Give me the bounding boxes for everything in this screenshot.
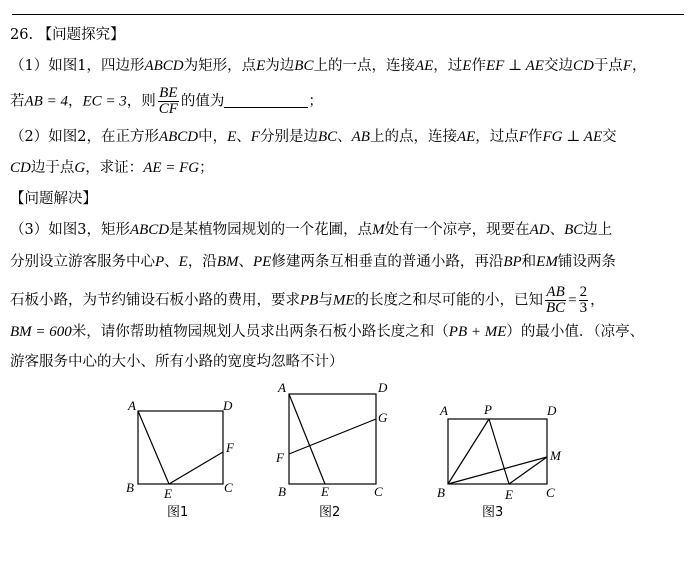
- text: 和: [521, 254, 537, 270]
- fig2-caption: 图2: [319, 505, 341, 520]
- fraction-denominator: BC: [546, 300, 566, 316]
- text: 中，: [198, 129, 228, 145]
- part2-line2: [10, 158, 214, 178]
- part1-line1: [10, 56, 646, 76]
- text: ，过点: [475, 129, 519, 145]
- text: 分别是边: [259, 129, 318, 145]
- math-cd: CD: [10, 160, 31, 176]
- fig3-segment-pe: [489, 419, 509, 484]
- fig3-label-d: D: [547, 403, 557, 418]
- math-me: ME: [332, 292, 355, 309]
- figures-area: [0, 375, 697, 575]
- fraction-two-thirds: [579, 285, 589, 316]
- part1-line2: [10, 86, 323, 117]
- math-ef-perp-ae: EF ⊥ AE: [485, 58, 544, 74]
- math-ae: AE: [456, 129, 476, 145]
- math-bc: BC: [317, 129, 338, 145]
- text: 、: [164, 254, 179, 270]
- fig1-label-d: D: [223, 398, 233, 413]
- fig2-label-c: C: [374, 484, 383, 499]
- math-e: E: [256, 58, 266, 74]
- text: 、: [549, 222, 565, 238]
- fig1-label-a: A: [128, 398, 136, 413]
- part3-line4: [10, 322, 644, 342]
- fig2-label-d: D: [378, 380, 388, 395]
- text: ，过: [433, 58, 463, 74]
- math-m: M: [372, 222, 385, 238]
- text: ，: [590, 292, 605, 309]
- part3-line2: [10, 252, 616, 272]
- math-p: P: [155, 254, 165, 270]
- fig1-segment-ae: [138, 411, 169, 484]
- math-equals: =: [568, 292, 577, 309]
- problem-number: 26.: [10, 27, 34, 43]
- text: ，: [67, 93, 83, 110]
- fig3-label-a: A: [440, 403, 448, 418]
- text: ，沿: [187, 254, 217, 270]
- text: ，求证：: [85, 160, 144, 176]
- math-abcd: ABCD: [129, 222, 170, 238]
- math-f: F: [250, 129, 260, 145]
- text: 作: [471, 58, 486, 74]
- text: 米，请你帮助植物园规划人员求出两条石板小路长度之和（: [71, 324, 449, 340]
- text: （1）如图1，四边形: [10, 58, 145, 74]
- fig2-square: [289, 394, 376, 484]
- answer-blank[interactable]: [224, 93, 308, 108]
- fig3-segment-em: [509, 457, 547, 484]
- text: 作: [527, 129, 543, 145]
- math-g: G: [74, 160, 86, 176]
- math-em: EM: [536, 254, 558, 270]
- text: 若: [10, 93, 25, 110]
- fig1-label-f: F: [226, 440, 234, 455]
- fig3-label-c: C: [546, 485, 555, 500]
- fig2-label-a: A: [278, 380, 286, 395]
- math-bm: BM: [216, 254, 239, 270]
- text: 分别设立游客服务中心: [10, 254, 155, 270]
- fraction-numerator: AB: [546, 284, 565, 300]
- fig1-label-c: C: [224, 480, 233, 495]
- text: 铺设两条: [557, 254, 616, 270]
- text: 上的点，连接: [369, 129, 457, 145]
- math-ab: AB: [351, 129, 370, 145]
- math-f: F: [622, 58, 632, 74]
- math-ab-eq: AB = 4: [24, 93, 68, 110]
- text: （2）如图2，在正方形: [10, 129, 159, 145]
- fraction-numerator: BE: [159, 85, 178, 101]
- fraction-denominator: 3: [579, 300, 588, 316]
- text: 、: [236, 129, 251, 145]
- math-bp: BP: [503, 254, 522, 270]
- text: （3）如图3，矩形: [10, 222, 130, 238]
- text: 处有一个凉亭，现要在: [384, 222, 530, 238]
- fig2-segment-ae: [289, 394, 325, 484]
- fraction-ab-bc: [545, 285, 566, 316]
- text: 石板小路，为节约铺设石板小路的费用，要求: [10, 292, 300, 309]
- math-bc: BC: [564, 222, 584, 238]
- text: ）的最小值．（凉亭、: [506, 324, 645, 340]
- text: 边于点: [30, 160, 75, 176]
- math-e: E: [178, 254, 188, 270]
- math-e: E: [227, 129, 237, 145]
- math-bc: BC: [294, 58, 314, 74]
- text: ；: [199, 160, 214, 176]
- section-title-explore: 【问题探究】: [37, 27, 125, 43]
- fraction-numerator: 2: [579, 284, 588, 300]
- math-pe: PE: [253, 254, 272, 270]
- fig2-label-e: E: [321, 484, 329, 499]
- math-f: F: [518, 129, 528, 145]
- fig2-label-b: B: [278, 484, 286, 499]
- text: 上的一点，连接: [313, 58, 415, 74]
- part3-line5: 游客服务中心的大小、所有小路的宽度均忽略不计）: [10, 354, 344, 370]
- text: 交边: [543, 58, 573, 74]
- math-pb-plus-me: PB + ME: [448, 324, 507, 340]
- text: 修建两条互相垂直的普通小路，再沿: [271, 254, 504, 270]
- math-ae: AE: [414, 58, 434, 74]
- math-abcd: ABCD: [158, 129, 199, 145]
- text: 交: [602, 129, 617, 145]
- fig1-label-b: B: [126, 480, 134, 495]
- fig3-label-p: P: [484, 402, 492, 417]
- fig1-label-e: E: [164, 486, 172, 501]
- fig1-segment-ef: [169, 452, 223, 484]
- text: 于点: [593, 58, 623, 74]
- text: 、: [238, 254, 254, 270]
- text: 、: [337, 129, 352, 145]
- fig3-label-m: M: [550, 448, 561, 463]
- fig2-segment-fg: [289, 419, 376, 454]
- part2-line1: [10, 127, 617, 147]
- fig2-label-g: G: [378, 410, 388, 425]
- text: ，则: [126, 93, 156, 110]
- fraction-denominator: CF: [158, 101, 178, 117]
- fig3-caption: 图3: [482, 505, 504, 520]
- fig2-label-f: F: [276, 450, 284, 465]
- text: ；: [308, 93, 323, 110]
- text: 的长度之和尽可能的小，已知: [354, 292, 543, 309]
- part3-line1: [10, 220, 612, 240]
- text: 是某植物园规划的一个花圃，点: [169, 222, 373, 238]
- math-cd: CD: [572, 58, 594, 74]
- math-fg-perp-ae: FG ⊥ AE: [542, 129, 603, 145]
- fig1-caption: 图1: [167, 505, 189, 520]
- problem-header: [10, 25, 125, 45]
- text: 与: [318, 292, 333, 309]
- math-ec-eq: EC = 3: [82, 93, 127, 110]
- fig3-label-b: B: [437, 485, 445, 500]
- math-ad: AD: [529, 222, 550, 238]
- top-rule: [12, 14, 684, 15]
- fraction-be-cf: [158, 86, 179, 117]
- fig1-rectangle: [138, 411, 223, 484]
- math-abcd: ABCD: [144, 58, 184, 74]
- math-ae-eq-fg: AE = FG: [143, 160, 200, 176]
- fig3-label-e: E: [505, 487, 513, 502]
- text: 边上: [583, 222, 613, 238]
- text: 为边: [265, 58, 295, 74]
- fig3-rectangle: [448, 419, 547, 484]
- math-pb: PB: [300, 292, 319, 309]
- text: ，: [631, 58, 647, 74]
- math-e: E: [462, 58, 472, 74]
- text: 的值为: [180, 93, 225, 110]
- math-bm-eq: BM = 600: [10, 324, 72, 340]
- section-title-solve: 【问题解决】: [10, 191, 97, 207]
- text: 为矩形，点: [183, 58, 257, 74]
- part3-line3: [10, 285, 605, 316]
